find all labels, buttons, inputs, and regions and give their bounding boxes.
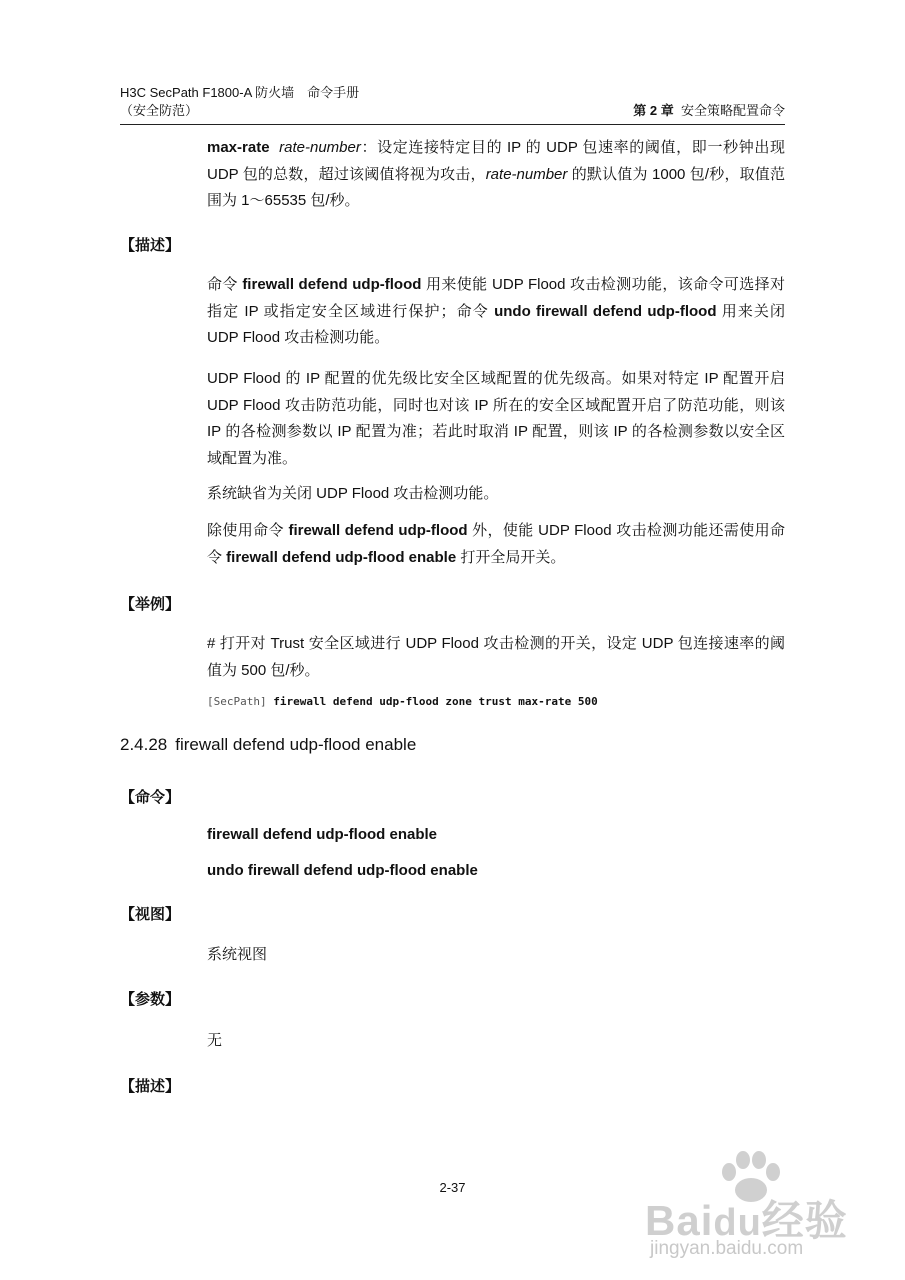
section-title: firewall defend udp-flood enable (175, 735, 417, 754)
description-paragraph-3: 系统缺省为关闭 UDP Flood 攻击检测功能。 (207, 485, 499, 502)
text-run: 除使用命令 (207, 522, 289, 539)
command-line-2: undo firewall defend udp-flood enable (207, 862, 478, 879)
param-text-2: 的默认值为 1000 包/秒，取值范围为 1～65535 包/秒。 (207, 165, 785, 209)
param-max-rate (207, 135, 785, 215)
command-keyword: firewall defend udp-flood enable (226, 548, 457, 566)
section-number: 2.4.28 (120, 735, 168, 754)
header-volume: （安全防范） (120, 103, 199, 118)
command-keyword: firewall defend udp-flood (242, 276, 422, 293)
header-chapter-title: 安全策略配置命令 (680, 103, 785, 118)
param-arg-2: rate-number (485, 165, 568, 183)
header-divider (120, 124, 785, 125)
command-keyword: firewall defend udp-flood (288, 522, 468, 539)
section-label-command: 【命令】 (120, 789, 181, 806)
page-number: 2-37 (439, 1180, 466, 1195)
running-header-left (120, 84, 359, 120)
text-run: 外，使能 UDP Flood 攻击检测功能还需使用命令 (207, 522, 786, 566)
section-label-parameters: 【参数】 (120, 991, 181, 1008)
param-keyword: max-rate (207, 139, 270, 156)
running-header-right (633, 102, 785, 120)
command-keyword: undo firewall defend udp-flood (494, 302, 717, 320)
example-code (207, 694, 598, 710)
code-command: firewall defend udp-flood zone trust max-rate 500 (273, 695, 598, 708)
description-paragraph-1 (207, 272, 785, 352)
parameters-value: 无 (207, 1032, 223, 1049)
code-prompt: [SecPath] (207, 695, 267, 708)
param-arg: rate-number (279, 139, 361, 156)
command-line-1: firewall defend udp-flood enable (207, 826, 438, 843)
description-paragraph-2: UDP Flood 的 IP 配置的优先级比安全区域配置的优先级高。如果对特定 IP 配置开启 UDP Flood 攻击防范功能，同时也对该 IP 所在的安全区域配置开启了防范功能，则该 IP 的各检测参数以 IP 配置为准；若此时取消 IP 配置，则该 IP 的各检测参数以安全区域配置为准。 (207, 370, 785, 467)
watermark-url: jingyan.baidu.com (650, 1238, 804, 1259)
header-product: H3C SecPath F1800-A 防火墙 命令手册 (120, 85, 360, 100)
section-label-description: 【描述】 (120, 237, 181, 254)
example-text: # 打开对 Trust 安全区域进行 UDP Flood 攻击检测的开关，设定 UDP 包连接速率的阈值为 500 包/秒。 (207, 635, 785, 679)
header-chapter-number: 第 2 章 (633, 103, 674, 118)
baidu-watermark (645, 1150, 870, 1270)
section-label-description-2: 【描述】 (120, 1078, 181, 1095)
section-label-example: 【举例】 (120, 596, 181, 613)
text-run: 打开全局开关。 (456, 548, 566, 566)
section-heading (120, 734, 416, 756)
view-value: 系统视图 (207, 946, 268, 963)
watermark-brand: Baidu经验 (645, 1197, 848, 1244)
text-run: 用来关闭 UDP Flood 攻击检测功能。 (207, 302, 786, 346)
description-paragraph-4 (207, 518, 785, 571)
section-label-view: 【视图】 (120, 906, 181, 923)
param-text-1: ：设定连接特定目的 IP 的 UDP 包速率的阈值，即一秒钟出现 UDP 包的总数，超过该阈值将视为攻击， (207, 139, 785, 183)
text-run: 用来使能 UDP Flood 攻击检测功能，该命令可选择对指定 IP 或指定安全区域进行保护；命令 (207, 276, 786, 320)
text-run: 命令 (207, 276, 243, 293)
